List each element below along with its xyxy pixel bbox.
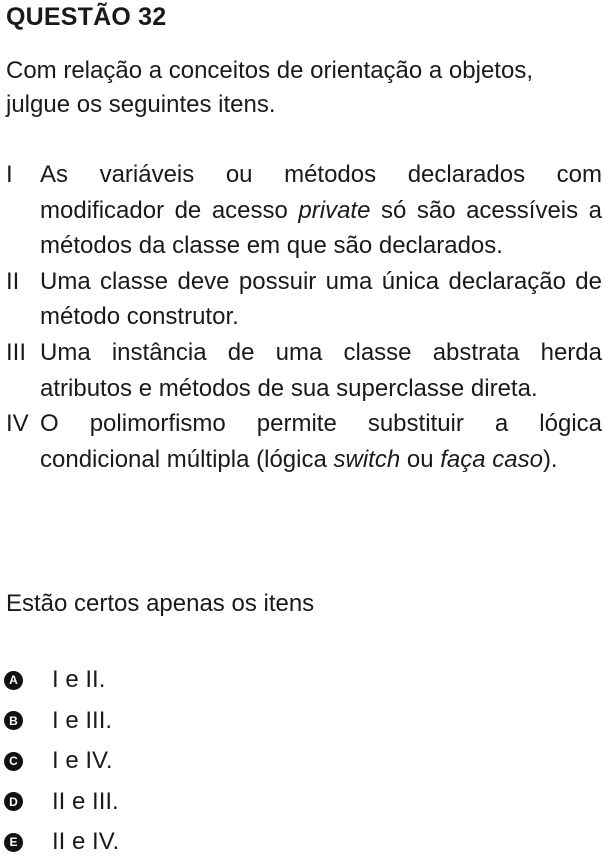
item-number: I: [6, 161, 13, 188]
option-c[interactable]: [4, 741, 119, 782]
option-text: I e IV.: [52, 747, 113, 775]
question-prompt: Estão certos apenas os itens: [6, 590, 315, 617]
item-text: O polimorfismo permite substituir a lógica condicional múltipla (lógica switch ou faça caso).: [40, 410, 602, 473]
option-letter-badge: A: [4, 671, 23, 690]
item-i: [6, 157, 602, 264]
item-text: Uma instância de uma classe abstrata herda atributos e métodos de sua superclasse direta.: [40, 338, 602, 402]
option-e[interactable]: [4, 822, 119, 863]
answer-options: [4, 660, 119, 863]
option-letter-badge: C: [4, 752, 23, 771]
item-iii: [6, 335, 602, 406]
option-d[interactable]: [4, 782, 119, 823]
item-text: As variáveis ou métodos declarados com modificador de acesso private só são acessíveis a métodos da classe em que são declarados.: [40, 161, 602, 260]
option-text: I e III.: [52, 706, 113, 734]
item-ii: [6, 264, 602, 335]
item-number: III: [6, 338, 27, 366]
option-letter-badge: B: [4, 711, 23, 730]
option-letter-badge: E: [4, 833, 23, 852]
option-text: I e II.: [52, 666, 106, 694]
option-letter-badge: D: [4, 792, 23, 811]
item-text: Uma classe deve possuir uma única declaração de método construtor.: [40, 267, 602, 331]
item-iv: [6, 406, 602, 477]
item-number: II: [6, 267, 20, 295]
option-text: II e IV.: [52, 828, 120, 856]
option-text: II e III.: [52, 787, 119, 815]
item-number: IV: [6, 410, 29, 438]
question-title: QUESTÃO 32: [6, 3, 167, 31]
option-b[interactable]: [4, 701, 119, 742]
question-intro: Com relação a conceitos de orientação a objetos, julgue os seguintes itens.: [6, 57, 533, 118]
option-a[interactable]: [4, 660, 119, 701]
items-list: [6, 157, 602, 477]
